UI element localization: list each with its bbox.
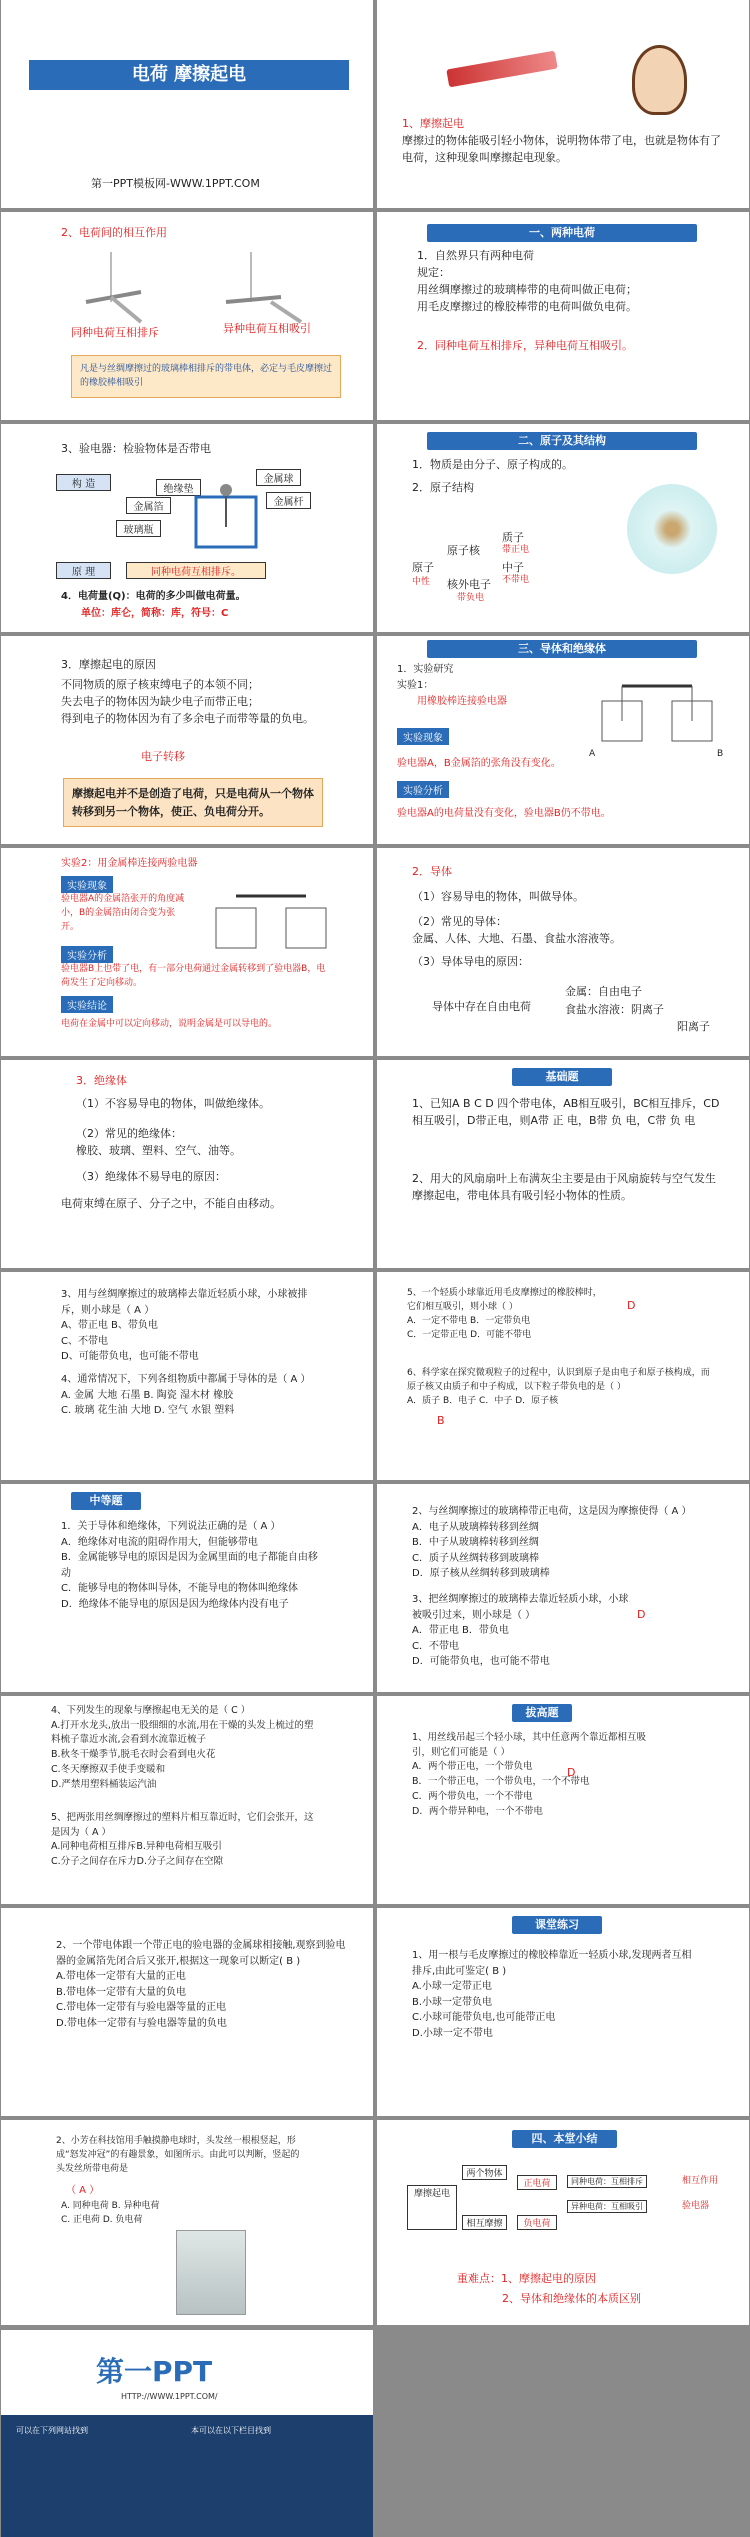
label-b: B xyxy=(717,749,724,759)
slide-conductor-exp xyxy=(377,636,749,844)
s4-body: 1．自然界只有两种电荷 规定： 用丝绸摩擦过的玻璃棒带的电荷叫做正电荷； 用毛皮摩擦过的橡胶棒带的电荷叫做负电荷。 xyxy=(417,249,637,314)
s6-b2: 2．原子结构 xyxy=(412,481,474,494)
s7-body: 不同物质的原子核束缚电子的本领不同； 失去电子的物体因为缺少电子而带正电； 得到电子的物体因为有了多余电子而带等量的负电。 xyxy=(61,678,314,726)
mm-same: 同种电荷：互相排斥 xyxy=(567,2175,647,2188)
s10-b1: （1）容易导电的物体，叫做导体。 xyxy=(412,890,584,903)
label-bottle: 玻璃瓶 xyxy=(116,520,161,537)
s10-why-metal: 金属：自由电子 xyxy=(565,985,642,998)
s10-why: 导体中存在自由电荷 xyxy=(432,1000,531,1013)
s15-q1: 1．关于导体和绝缘体，下列说法正确的是（ A ） A．绝缘体对电流的阻碍作用大，但能够带电 B．金属能够导电的原因是因为金属里面的电子都能自由移动 C．能够导电的物体叫导体，不能导电的物体叫绝缘体 D．绝缘体不能导电的原因是因为绝缘体内没有电子 xyxy=(61,1521,318,1610)
s21-opts: A. 同种电荷 B. 异种电荷 C. 正电荷 D. 负电荷 xyxy=(61,2201,160,2225)
slide-atom xyxy=(377,424,749,632)
s11-b4: 电荷束缚在原子、分子之中，不能自由移动。 xyxy=(61,1197,281,1210)
tree-nucleus: 原子核 xyxy=(447,544,480,557)
tag-analysis-2: 实验分析 xyxy=(61,946,113,963)
girl-image xyxy=(632,45,687,115)
slide-basic-questions xyxy=(377,1060,749,1268)
title-bar: 电荷 摩擦起电 xyxy=(29,60,349,90)
exp1-drawing xyxy=(592,676,722,746)
s4-rule: 2．同种电荷互相排斥，异种电荷互相吸引。 xyxy=(417,339,633,352)
footer-logo: 第一PPT xyxy=(96,2355,213,2388)
s8-obs: 验电器A，B金属箔的张角没有变化。 xyxy=(397,758,561,769)
s3-heading: 2、电荷间的相互作用 xyxy=(61,226,167,239)
slide-q3-q4 xyxy=(1,1272,373,1480)
mm-interaction: 相互作用 xyxy=(682,2176,719,2186)
label-rod: 金属杆 xyxy=(266,492,311,509)
slide-summary xyxy=(377,2120,749,2325)
s12-q1: 1、已知A B C D 四个带电体，AB相互吸引，BC相互排斥，CD相互吸引，D带正电，则A带 正 电，B带 负 电，C带 负 电 xyxy=(412,1097,720,1128)
tree-atom: 原子 xyxy=(412,561,434,574)
s11-heading: 3．绝缘体 xyxy=(76,1074,127,1087)
s7-heading: 3．摩擦起电的原因 xyxy=(61,658,156,671)
mm-two-objects: 两个物体 xyxy=(462,2165,507,2180)
mm-friction: 摩擦起电 xyxy=(407,2185,457,2230)
s15-bar: 中等题 xyxy=(71,1492,141,1510)
slide-title xyxy=(1,0,373,208)
s10-b2: （2）常见的导体： 金属、人体、大地、石墨、食盐水溶液等。 xyxy=(412,915,621,946)
s8-exp1: 实验1： xyxy=(397,680,434,691)
label-a: A xyxy=(589,749,596,759)
s21-a: （ A ） xyxy=(66,2185,100,2196)
label-foil: 金属箔 xyxy=(126,497,171,514)
tree-electron: 核外电子 xyxy=(447,578,491,591)
tree-neutral-n: 不带电 xyxy=(502,575,530,585)
same-charge-label: 同种电荷互相排斥 xyxy=(71,326,159,339)
slide-insulator xyxy=(1,1060,373,1268)
s5-heading: 3、验电器：检验物体是否带电 xyxy=(61,442,211,455)
mm-positive: 正电荷 xyxy=(517,2175,557,2190)
s22-bar: 四、本堂小结 xyxy=(512,2130,617,2148)
s14-a5: D xyxy=(627,1299,636,1312)
s20-bar: 课堂练习 xyxy=(512,1916,602,1934)
slide-conductor xyxy=(377,848,749,1056)
s19-q2: 2、一个带电体跟一个带正电的验电器的金属球相接触,观察到验电器的金属箔先闭合后又张开,根据这一现象可以断定( B ) A.带电体一定带有大量的正电 B.带电体一定带有大量的负电 C.带电体一定带有与验电器等量的正电 D.带电体一定带有与验电器等量的负电 xyxy=(56,1940,346,2029)
tag-conclusion: 实验结论 xyxy=(61,996,113,1013)
mm-rub: 相互摩擦 xyxy=(462,2215,507,2230)
slide-hair-question xyxy=(1,2120,373,2325)
s11-b1: （1）不容易导电的物体，叫做绝缘体。 xyxy=(76,1097,270,1110)
slide-q5-q6 xyxy=(377,1272,749,1480)
s16-a3: D xyxy=(637,1608,646,1621)
s11-b2: （2）常见的绝缘体： 橡胶、玻璃、塑料、空气、油等。 xyxy=(76,1127,241,1158)
slide-practice xyxy=(377,1908,749,2116)
site-subtitle: 第一PPT模板网-WWW.1PPT.COM xyxy=(91,177,260,190)
tree-proton: 质子 xyxy=(502,531,524,544)
s13-q3: 3、用与丝绸摩擦过的玻璃棒去靠近轻质小球，小球被排斥，则小球是（ A ） A、带正电 B、带负电 C、不带电 D、可能带负电，也可能不带电 xyxy=(61,1289,308,1362)
s8-exp1-text: 用橡胶棒连接验电器 xyxy=(417,696,507,707)
s13-q4: 4、通常情况下，下列各组物质中都属于导体的是（ A ） A. 金属 大地 石墨 B. 陶瓷 湿木材 橡胶 C. 玻璃 花生油 大地 D. 空气 水银 塑料 xyxy=(61,1374,311,1416)
slide-interaction xyxy=(1,212,373,420)
s10-heading: 2．导体 xyxy=(412,865,452,878)
s2-body: 摩擦过的物体能吸引轻小物体，说明物体带了电，也就是物体有了电荷，这种现象叫摩擦起电现象。 xyxy=(402,134,721,165)
s4-bar: 一、两种电荷 xyxy=(427,224,697,242)
s10-why-cation: 阳离子 xyxy=(677,1020,710,1033)
s14-a6: B xyxy=(437,1414,445,1427)
footer-url[interactable]: HTTP://WWW.1PPT.COM/ xyxy=(121,2392,218,2401)
s8-bar: 三、导体和绝缘体 xyxy=(427,640,697,658)
slide-exp2 xyxy=(1,848,373,1056)
label-pad: 绝缘垫 xyxy=(156,479,201,496)
slide-advanced-q2 xyxy=(1,1908,373,2116)
rods-illustration xyxy=(1,242,373,372)
s3-note: 凡是与丝绸摩擦过的玻璃棒相排斥的带电体，必定与毛皮摩擦过的橡胶棒相吸引 xyxy=(71,355,341,398)
electroscope-drawing xyxy=(186,482,266,552)
slide-friction-cause xyxy=(1,636,373,844)
tree-neutral: 中性 xyxy=(412,577,431,587)
s12-q2: 2、用大的风扇扇叶上布满灰尘主要是由于风扇旋转与空气发生摩擦起电，带电体具有吸引轻小物体的性质。 xyxy=(412,1172,716,1203)
s16-q2: 2、与丝绸摩擦过的玻璃棒带正电荷，这是因为摩擦使得（ A ） A．电子从玻璃棒转移到丝绸 B．中子从玻璃棒转移到丝绸 C．质子从丝绸转移到玻璃棒 D．原子核从丝绸转移到玻璃棒 xyxy=(412,1506,692,1579)
tag-observation-2: 实验现象 xyxy=(61,876,113,893)
s22-k1: 重难点：1、摩擦起电的原因 xyxy=(457,2272,596,2285)
atom-image xyxy=(627,484,717,574)
s18-a1: D xyxy=(567,1766,576,1779)
s8-exp: 1．实验研究 xyxy=(397,664,454,675)
footer-slide xyxy=(1,2330,373,2537)
s20-q1: 1、用一根与毛皮摩擦过的橡胶棒靠近一轻质小球,发现两者互相排斥,由此可鉴定( B ) A.小球一定带正电 B.小球一定带负电 C.小球可能带负电,也可能带正电 D.小球一定不带电 xyxy=(412,1950,692,2039)
label-ball: 金属球 xyxy=(256,469,301,486)
s6-bar: 二、原子及其结构 xyxy=(427,432,697,450)
slide-medium-q4-q5 xyxy=(1,1696,373,1904)
s10-b3: （3）导体导电的原因： xyxy=(412,955,529,968)
s17-q4: 4、下列发生的现象与摩擦起电无关的是（ C ） A.打开水龙头,放出一股细细的水流,用在干燥的头发上梳过的塑料梳子靠近水流,会看到水流靠近梳子 B.秋冬干燥季节,脱毛衣时会看到电火花 C.冬天摩擦双手使手变暖和 D.严禁用塑料桶装运汽油 xyxy=(51,1705,314,1790)
s6-b1: 1．物质是由分子、原子构成的。 xyxy=(412,458,573,471)
s9-obs: 验电器A的金属箔张开的角度减小，B的金属箔由闭合变为张开。 xyxy=(61,894,185,932)
label-structure: 构 造 xyxy=(56,474,111,491)
tag-analysis: 实验分析 xyxy=(397,781,449,798)
s18-bar: 拔高题 xyxy=(512,1704,572,1722)
slide-friction-electricity xyxy=(377,0,749,208)
s18-q1: 1、用丝线吊起三个轻小球，其中任意两个靠近都相互吸引，则它们可能是（ ） A．两个带正电，一个带负电 B．一个带正电，一个带负电，一个不带电 C．两个带负电，一个不带电 D．两个带异种电，一个不带电 xyxy=(412,1732,647,1817)
footer-left: 可以在下列网站找到 xyxy=(16,2426,88,2435)
s12-bar: 基础题 xyxy=(512,1068,612,1086)
tree-neutron: 中子 xyxy=(502,561,524,574)
s11-b3: （3）绝缘体不易导电的原因： xyxy=(76,1170,226,1183)
mm-diff: 异种电荷：互相吸引 xyxy=(567,2200,647,2213)
exp2-drawing xyxy=(206,888,336,958)
slide-medium-q2-q3 xyxy=(377,1484,749,1692)
s8-ana: 验电器A的电荷量没有变化，验电器B仍不带电。 xyxy=(397,808,611,819)
s7-note: 摩擦起电并不是创造了电荷，只是电荷从一个物体转移到另一个物体，使正、负电荷分开。 xyxy=(63,778,323,827)
electron-transfer: 电子转移 xyxy=(141,750,185,763)
hair-photo xyxy=(176,2230,246,2315)
slide-medium-q1 xyxy=(1,1484,373,1692)
s16-q3: 3、把丝绸摩擦过的玻璃棒去靠近轻质小球，小球被吸引过来，则小球是（ ） A．带正电 B．带负电 C．不带电 D．可能带负电，也可能不带电 xyxy=(412,1594,629,1667)
slide-advanced xyxy=(377,1696,749,1904)
s22-k2: 2、导体和绝缘体的本质区别 xyxy=(502,2292,641,2305)
s21-q: 2、小芳在科技馆用手触摸静电球时，头发丝一根根竖起，形成“怒发冲冠”的有趣景象，如图所示。由此可以判断，竖起的头发丝所带电荷是 xyxy=(56,2136,300,2174)
label-principle: 原 理 xyxy=(56,562,111,579)
s10-why-salt: 食盐水溶液：阴离子 xyxy=(565,1003,664,1016)
comb-image xyxy=(446,51,557,88)
principle-text: 同种电荷互相排斥。 xyxy=(126,562,266,579)
footer-right: 本可以在以下栏目找到 xyxy=(191,2426,271,2435)
slide-two-charges xyxy=(377,212,749,420)
s9-con: 电荷在金属中可以定向移动，说明金属是可以导电的。 xyxy=(61,1019,278,1029)
s9-exp2: 实验2：用金属棒连接两验电器 xyxy=(61,858,198,869)
s9-ana: 验电器B上也带了电，有一部分电荷通过金属转移到了验电器B，电荷发生了定向移动。 xyxy=(61,964,326,988)
mm-electroscope: 验电器 xyxy=(682,2201,710,2211)
s14-q6: 6、科学家在探究微观粒子的过程中，认识到原子是由电子和原子核构成，而原子核又由质子和中子构成，以下粒子带负电的是（ ） A．质子 B．电子 C．中子 D．原子核 xyxy=(407,1368,710,1406)
s2-heading: 1、摩擦起电 xyxy=(402,117,464,130)
slide-electroscope xyxy=(1,424,373,632)
mm-negative: 负电荷 xyxy=(517,2215,557,2230)
tree-negative: 带负电 xyxy=(457,593,485,603)
tree-positive: 带正电 xyxy=(502,545,530,555)
diff-charge-label: 异种电荷互相吸引 xyxy=(223,322,311,335)
charge-unit: 单位：库仑，简称：库，符号：C xyxy=(81,608,229,619)
s14-q5: 5、一个轻质小球靠近用毛皮摩擦过的橡胶棒时，它们相互吸引，则小球（ ） A．一定不带电 B．一定带负电 C．一定带正电 D．可能不带电 xyxy=(407,1288,602,1340)
tag-observation: 实验现象 xyxy=(397,728,449,745)
s17-q5: 5、把两张用丝绸摩擦过的塑料片相互靠近时，它们会张开，这是因为（ A ） A.同种电荷相互排斥B.异种电荷相互吸引 C.分子之间存在斥力D.分子之间存在空隙 xyxy=(51,1812,314,1868)
charge-quantity: 4．电荷量(Q)：电荷的多少叫做电荷量。 xyxy=(61,591,246,602)
